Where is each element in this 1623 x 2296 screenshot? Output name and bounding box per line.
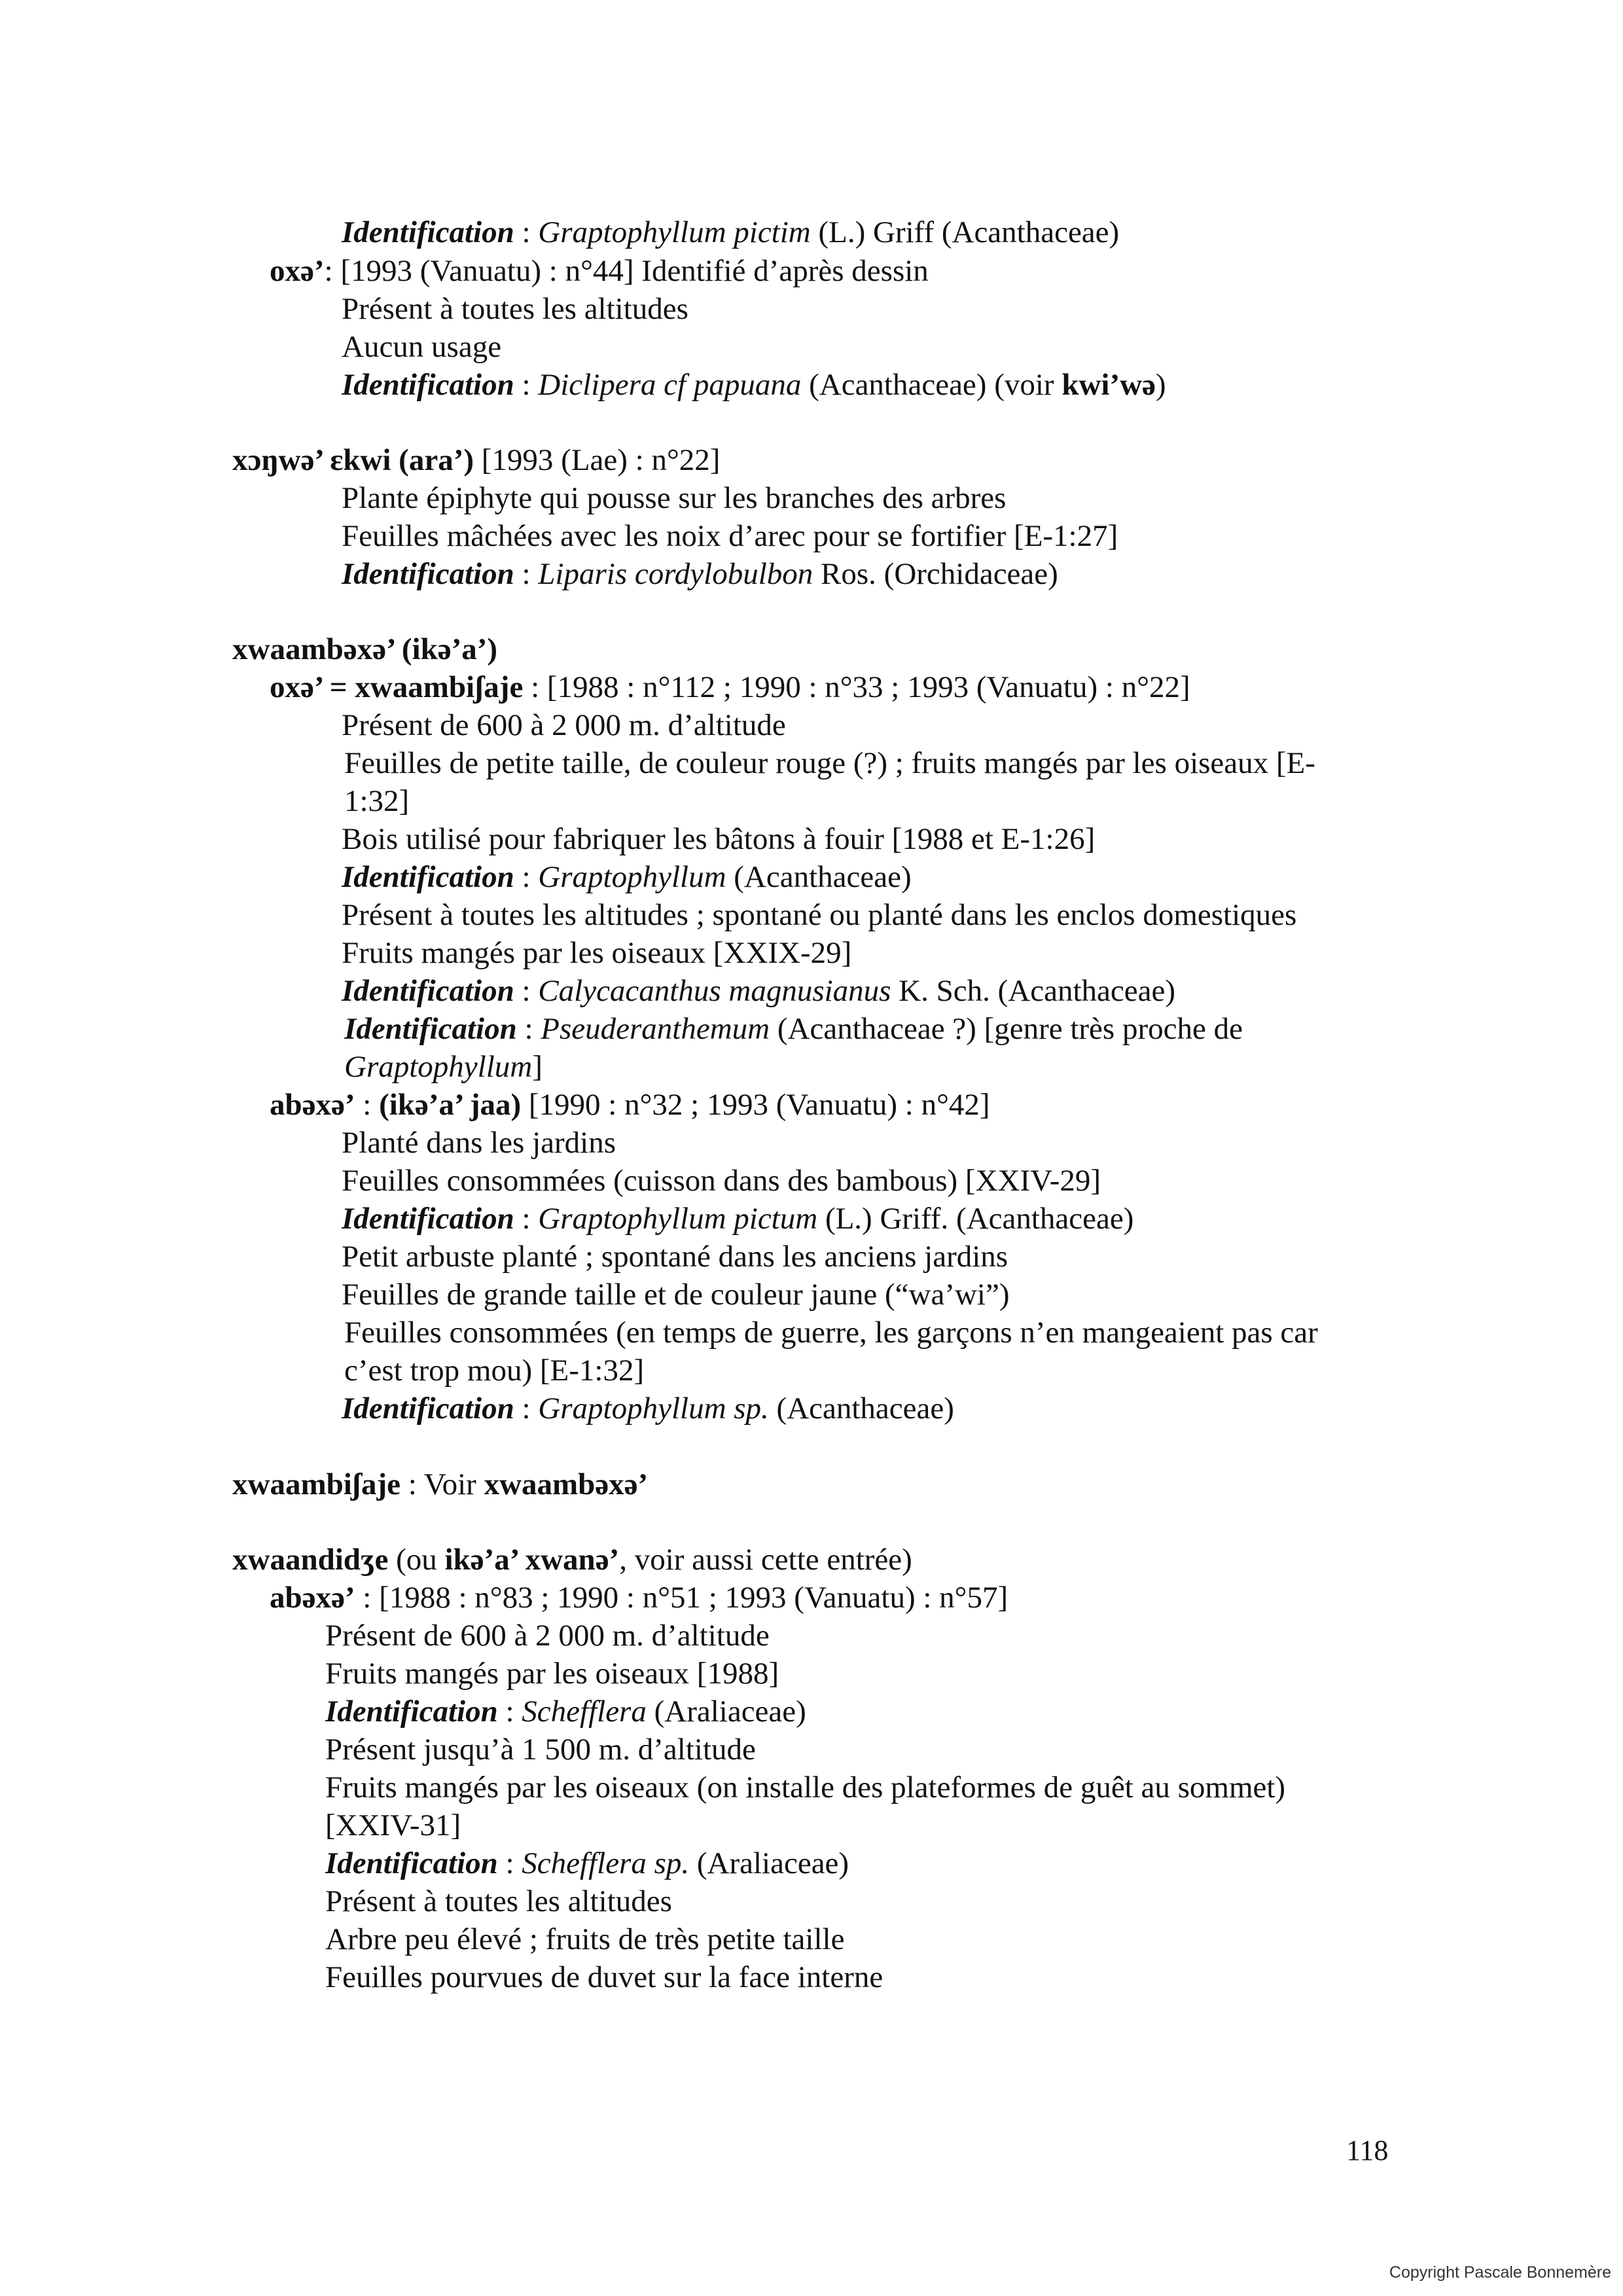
headword: abəxə’ (270, 1088, 355, 1122)
taxon-name: Calycacanthus magnusianus (538, 974, 891, 1008)
definition-line (342, 290, 688, 328)
text-segment: : [1993 (Vanuatu) : n°44] Identifié d’après dessin (324, 254, 929, 288)
text-segment: Feuilles de grande taille et de couleur jaune (“wa’wi”) (342, 1278, 1010, 1312)
text-segment: Feuilles consommées (en temps de guerre, les garçons n’en mangeaient pas car (344, 1316, 1318, 1350)
identification-label: Identification (342, 1391, 514, 1426)
text-segment: Feuilles de petite taille, de couleur rouge (?) ; fruits mangés par les oiseaux [E- (344, 746, 1315, 780)
text-segment: Présent jusqu’à 1 500 m. d’altitude (325, 1732, 756, 1767)
headword: (ikə’a’ jaa) (379, 1088, 522, 1122)
taxon-name: Graptophyllum (344, 1050, 533, 1084)
identification-line (325, 1693, 806, 1731)
identification-label: Identification (342, 557, 514, 591)
text-segment: Fruits mangés par les oiseaux [XXIX-29] (342, 936, 852, 970)
text-segment: Fruits mangés par les oiseaux [1988] (325, 1657, 779, 1691)
entry-heading (232, 630, 497, 668)
identification-label: Identification (344, 1012, 517, 1046)
definition-line (342, 479, 1006, 517)
definition-line (342, 820, 1095, 858)
definition-line (325, 1920, 844, 1958)
taxon-name: Graptophyllum sp. (538, 1391, 769, 1426)
identification-line (344, 1048, 543, 1086)
page-number: 118 (1346, 2134, 1389, 2166)
headword: xwaambəxə’ (484, 1467, 649, 1501)
definition-line (344, 782, 409, 820)
entry-heading (232, 1465, 648, 1503)
definition-line (342, 328, 501, 366)
definition-line (344, 1314, 1318, 1352)
text-segment: : (514, 368, 539, 402)
definition-line (344, 1352, 644, 1390)
definition-line (325, 1731, 756, 1768)
text-segment: Présent à toutes les altitudes ; spontané ou planté dans les enclos domestiques (342, 898, 1297, 932)
text-segment: : (497, 1846, 522, 1880)
text-segment: , voir aussi cette entrée) (619, 1543, 912, 1577)
taxon-name: Liparis cordylobulbon (538, 557, 813, 591)
definition-line (325, 1806, 461, 1844)
headword: kwi’wə (1061, 368, 1156, 402)
text-segment: [1990 : n°32 ; 1993 (Vanuatu) : n°42] (521, 1088, 990, 1122)
entry-heading (232, 441, 720, 479)
text-segment: (Acanthaceae) (voir (801, 368, 1062, 402)
sub-entry-heading (270, 1579, 1008, 1617)
text-segment: Bois utilisé pour fabriquer les bâtons à fouir [1988 et E-1:26] (342, 822, 1096, 856)
text-segment: ) (1155, 368, 1166, 402)
taxon-name: Pseuderanthemum (541, 1012, 770, 1046)
text-segment: : (514, 860, 539, 894)
text-segment: Plante épiphyte qui pousse sur les branches des arbres (342, 481, 1007, 515)
headword: xɔŋwə’ ɛkwi (ara’) (232, 443, 474, 477)
sub-entry-heading (270, 252, 929, 290)
text-segment: Arbre peu élevé ; fruits de très petite taille (325, 1922, 845, 1956)
taxon-name: Graptophyllum (538, 860, 726, 894)
sub-entry-heading (270, 668, 1190, 706)
definition-line (342, 517, 1118, 555)
identification-label: Identification (342, 1202, 514, 1236)
text-segment: ] (532, 1050, 543, 1084)
text-segment: : (497, 1695, 522, 1729)
text-segment: Présent de 600 à 2 000 m. d’altitude (325, 1619, 770, 1653)
text-segment: (L.) Griff. (Acanthaceae) (817, 1202, 1134, 1236)
definition-line (325, 1617, 770, 1655)
text-segment: : (516, 1012, 541, 1046)
text-segment: Aucun usage (342, 330, 502, 364)
headword: ikə’a’ xwanə’ (444, 1543, 620, 1577)
text-segment: [1993 (Lae) : n°22] (474, 443, 721, 477)
identification-label: Identification (325, 1695, 498, 1729)
text-segment: (Araliaceae) (646, 1695, 806, 1729)
text-segment: : (514, 215, 539, 249)
text-segment: Fruits mangés par les oiseaux (on installe des plateformes de guêt au sommet) (325, 1770, 1286, 1804)
taxon-name: Diclipera cf papuana (538, 368, 802, 402)
text-segment: Planté dans les jardins (342, 1126, 616, 1160)
definition-line (342, 706, 786, 744)
text-segment: : (514, 557, 539, 591)
headword: oxə’ (270, 254, 325, 288)
identification-label: Identification (342, 974, 514, 1008)
headword: xwaandidʒe (232, 1543, 389, 1577)
headword: xwaambiʃaje (232, 1467, 401, 1501)
text-segment: Présent de 600 à 2 000 m. d’altitude (342, 708, 786, 742)
taxon-name: Graptophyllum pictim (538, 215, 811, 249)
identification-line (342, 366, 1166, 404)
taxon-name: Schefflera sp. (522, 1846, 690, 1880)
identification-line (342, 555, 1058, 593)
text-segment: (Acanthaceae) (768, 1391, 954, 1426)
headword: xwaambəxə’ (ikə’a’) (232, 632, 498, 666)
identification-label: Identification (342, 860, 514, 894)
identification-line (325, 1844, 849, 1882)
taxon-name: Graptophyllum pictum (538, 1202, 818, 1236)
definition-line (342, 1238, 1008, 1276)
sub-entry-heading (270, 1086, 990, 1124)
identification-line (344, 1010, 1243, 1048)
text-segment: : (514, 1202, 539, 1236)
text-segment: Feuilles mâchées avec les noix d’arec pour se fortifier [E-1:27] (342, 519, 1118, 553)
text-segment: Petit arbuste planté ; spontané dans les anciens jardins (342, 1240, 1008, 1274)
text-segment: (L.) Griff (Acanthaceae) (810, 215, 1120, 249)
identification-label: Identification (325, 1846, 498, 1880)
identification-line (342, 1390, 954, 1427)
definition-line (325, 1768, 1285, 1806)
identification-label: Identification (342, 368, 514, 402)
identification-line (342, 858, 912, 896)
identification-label: Identification (342, 215, 514, 249)
text-segment: Feuilles pourvues de duvet sur la face interne (325, 1960, 883, 1994)
text-segment: (Araliaceae) (689, 1846, 849, 1880)
definition-line (325, 1882, 672, 1920)
text-segment: (Acanthaceae) (726, 860, 912, 894)
text-segment: Présent à toutes les altitudes (325, 1884, 672, 1918)
text-segment: : (514, 974, 539, 1008)
text-segment: : Voir (401, 1467, 484, 1501)
definition-line (342, 934, 851, 972)
definition-line (342, 1162, 1101, 1200)
text-segment: Présent à toutes les altitudes (342, 292, 688, 326)
identification-line (342, 972, 1175, 1010)
definition-line (342, 1276, 1009, 1314)
text-segment: : (355, 1088, 380, 1122)
text-segment: K. Sch. (Acanthaceae) (891, 974, 1175, 1008)
headword: abəxə’ (270, 1581, 355, 1615)
headword: oxə’ = xwaambiʃaje (270, 670, 524, 704)
text-segment: (ou (388, 1543, 445, 1577)
identification-line (342, 213, 1119, 251)
definition-line (344, 744, 1315, 782)
copyright-notice: Copyright Pascale Bonnemère (1389, 2263, 1611, 2282)
definition-line (342, 896, 1296, 934)
text-segment: (Acanthaceae ?) [genre très proche de (770, 1012, 1243, 1046)
text-segment: [XXIV-31] (325, 1808, 461, 1842)
text-segment: 1:32] (344, 784, 410, 818)
text-segment: : [1988 : n°112 ; 1990 : n°33 ; 1993 (Vanuatu) : n°22] (523, 670, 1190, 704)
text-segment: c’est trop mou) [E-1:32] (344, 1354, 645, 1388)
definition-line (325, 1655, 779, 1693)
entry-heading (232, 1541, 912, 1579)
taxon-name: Schefflera (522, 1695, 647, 1729)
text-segment: Feuilles consommées (cuisson dans des bambous) [XXIV-29] (342, 1164, 1101, 1198)
text-segment: Ros. (Orchidaceae) (813, 557, 1058, 591)
definition-line (325, 1958, 883, 1996)
text-segment: : [1988 : n°83 ; 1990 : n°51 ; 1993 (Vanuatu) : n°57] (355, 1581, 1008, 1615)
definition-line (342, 1124, 616, 1162)
text-segment: : (514, 1391, 539, 1426)
identification-line (342, 1200, 1133, 1238)
